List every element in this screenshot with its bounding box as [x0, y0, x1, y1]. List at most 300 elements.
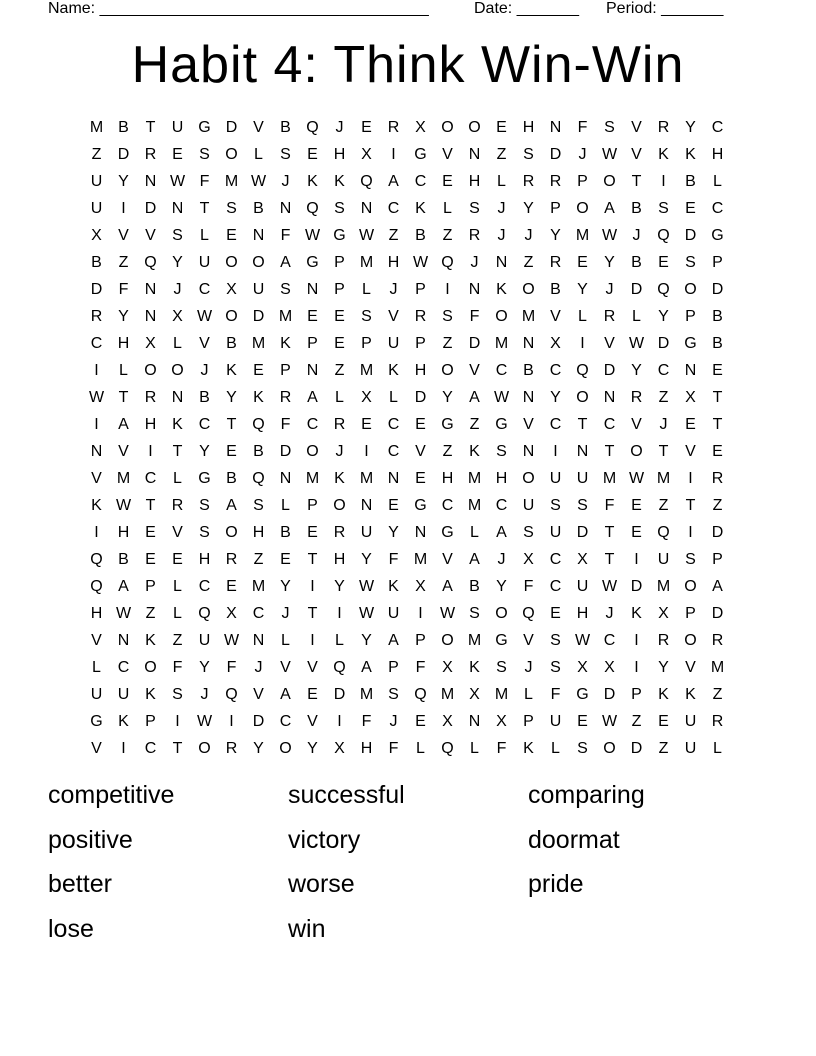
grid-letter[interactable]: O — [252, 253, 265, 271]
grid-letter[interactable]: I — [688, 523, 693, 541]
grid-letter[interactable]: R — [711, 712, 724, 730]
grid-letter[interactable]: I — [634, 631, 639, 649]
grid-letter[interactable]: F — [550, 685, 561, 703]
grid-letter[interactable]: D — [117, 145, 130, 163]
grid-letter[interactable]: X — [658, 604, 669, 622]
grid-letter[interactable]: Q — [414, 685, 427, 703]
grid-letter[interactable]: Z — [469, 415, 480, 433]
grid-letter[interactable]: H — [333, 550, 346, 568]
grid-letter[interactable]: K — [631, 604, 642, 622]
grid-letter[interactable]: V — [523, 415, 534, 433]
grid-letter[interactable]: B — [469, 577, 480, 595]
grid-letter[interactable]: S — [685, 550, 696, 568]
grid-letter[interactable]: K — [388, 361, 399, 379]
grid-letter[interactable]: M — [278, 307, 293, 325]
grid-letter[interactable]: Y — [550, 388, 561, 406]
grid-letter[interactable]: T — [172, 442, 183, 460]
grid-letter[interactable]: C — [144, 469, 157, 487]
grid-letter[interactable]: R — [414, 307, 427, 325]
grid-letter[interactable]: U — [171, 118, 184, 136]
grid-letter[interactable]: S — [523, 523, 534, 541]
grid-letter[interactable]: B — [118, 550, 129, 568]
grid-letter[interactable]: K — [145, 685, 156, 703]
grid-letter[interactable]: V — [685, 658, 696, 676]
grid-letter[interactable]: O — [279, 739, 292, 757]
grid-letter[interactable]: J — [335, 442, 344, 460]
grid-letter[interactable]: V — [415, 442, 426, 460]
grid-letter[interactable]: O — [684, 577, 697, 595]
grid-letter[interactable]: P — [145, 577, 156, 595]
grid-letter[interactable]: E — [172, 550, 183, 568]
grid-letter[interactable]: A — [280, 253, 291, 271]
grid-letter[interactable]: W — [196, 307, 213, 325]
grid-letter[interactable]: L — [254, 145, 263, 163]
grid-letter[interactable]: O — [603, 172, 616, 190]
grid-letter[interactable]: L — [92, 658, 101, 676]
grid-letter[interactable]: X — [577, 658, 588, 676]
grid-letter[interactable]: W — [628, 469, 645, 487]
grid-letter[interactable]: H — [441, 469, 454, 487]
grid-letter[interactable]: R — [549, 253, 562, 271]
grid-letter[interactable]: Q — [522, 604, 535, 622]
grid-letter[interactable]: I — [580, 334, 585, 352]
grid-letter[interactable]: O — [495, 307, 508, 325]
grid-letter[interactable]: Z — [253, 550, 264, 568]
grid-letter[interactable]: S — [442, 307, 453, 325]
grid-letter[interactable]: N — [171, 388, 184, 406]
grid-letter[interactable]: U — [684, 712, 697, 730]
grid-letter[interactable]: W — [628, 334, 645, 352]
grid-letter[interactable]: B — [226, 469, 237, 487]
grid-letter[interactable]: V — [280, 658, 291, 676]
grid-letter[interactable]: V — [388, 307, 399, 325]
grid-letter[interactable]: N — [468, 145, 481, 163]
grid-letter[interactable]: Z — [91, 145, 102, 163]
grid-letter[interactable]: G — [495, 631, 508, 649]
grid-letter[interactable]: I — [148, 442, 153, 460]
grid-letter[interactable]: I — [418, 604, 423, 622]
grid-letter[interactable]: B — [415, 226, 426, 244]
grid-letter[interactable]: G — [711, 226, 724, 244]
grid-letter[interactable]: N — [495, 253, 508, 271]
grid-letter[interactable]: C — [387, 415, 400, 433]
grid-letter[interactable]: D — [657, 334, 670, 352]
grid-letter[interactable]: Z — [658, 388, 669, 406]
grid-letter[interactable]: Y — [442, 388, 453, 406]
grid-letter[interactable]: E — [226, 226, 237, 244]
grid-letter[interactable]: Z — [172, 631, 183, 649]
grid-letter[interactable]: E — [307, 685, 318, 703]
grid-letter[interactable]: V — [172, 523, 183, 541]
grid-letter[interactable]: O — [495, 604, 508, 622]
grid-letter[interactable]: V — [91, 469, 102, 487]
grid-letter[interactable]: D — [468, 334, 481, 352]
grid-letter[interactable]: W — [574, 631, 591, 649]
grid-letter[interactable]: L — [524, 685, 533, 703]
grid-letter[interactable]: E — [415, 415, 426, 433]
grid-letter[interactable]: V — [253, 118, 264, 136]
grid-letter[interactable]: W — [115, 496, 132, 514]
grid-letter[interactable]: O — [441, 118, 454, 136]
grid-letter[interactable]: M — [359, 469, 374, 487]
grid-letter[interactable]: T — [631, 172, 642, 190]
grid-letter[interactable]: X — [442, 658, 453, 676]
grid-letter[interactable]: O — [603, 739, 616, 757]
grid-letter[interactable]: W — [601, 145, 618, 163]
grid-letter[interactable]: P — [712, 253, 723, 271]
grid-letter[interactable]: P — [334, 253, 345, 271]
grid-letter[interactable]: U — [684, 739, 697, 757]
grid-letter[interactable]: S — [361, 307, 372, 325]
grid-letter[interactable]: T — [604, 550, 615, 568]
grid-letter[interactable]: J — [470, 253, 479, 271]
grid-letter[interactable]: U — [90, 685, 103, 703]
grid-letter[interactable]: L — [632, 307, 641, 325]
grid-letter[interactable]: Z — [712, 685, 723, 703]
grid-letter[interactable]: C — [306, 415, 319, 433]
grid-letter[interactable]: L — [443, 199, 452, 217]
grid-letter[interactable]: Y — [685, 118, 696, 136]
grid-letter[interactable]: E — [361, 118, 372, 136]
grid-letter[interactable]: W — [169, 172, 186, 190]
grid-letter[interactable]: T — [226, 415, 237, 433]
grid-letter[interactable]: Z — [118, 253, 129, 271]
grid-letter[interactable]: X — [361, 145, 372, 163]
grid-letter[interactable]: C — [495, 361, 508, 379]
grid-letter[interactable]: L — [119, 361, 128, 379]
grid-letter[interactable]: P — [523, 712, 534, 730]
grid-letter[interactable]: H — [387, 253, 400, 271]
name-field[interactable]: Name: _____________________________________ — [48, 0, 429, 17]
grid-letter[interactable]: E — [577, 712, 588, 730]
grid-letter[interactable]: I — [634, 550, 639, 568]
grid-letter[interactable]: Z — [523, 253, 534, 271]
grid-letter[interactable]: O — [225, 523, 238, 541]
grid-letter[interactable]: R — [333, 415, 346, 433]
grid-letter[interactable]: C — [117, 658, 130, 676]
grid-letter[interactable]: L — [200, 226, 209, 244]
grid-letter[interactable]: S — [550, 496, 561, 514]
grid-letter[interactable]: M — [710, 658, 725, 676]
grid-letter[interactable]: D — [333, 685, 346, 703]
grid-letter[interactable]: K — [226, 361, 237, 379]
grid-letter[interactable]: N — [252, 226, 265, 244]
grid-letter[interactable]: I — [175, 712, 180, 730]
grid-letter[interactable]: G — [414, 145, 427, 163]
grid-letter[interactable]: X — [469, 685, 480, 703]
grid-letter[interactable]: S — [172, 226, 183, 244]
grid-letter[interactable]: E — [658, 712, 669, 730]
grid-letter[interactable]: G — [414, 496, 427, 514]
grid-letter[interactable]: Y — [226, 388, 237, 406]
grid-letter[interactable]: Z — [631, 712, 642, 730]
grid-letter[interactable]: H — [252, 523, 265, 541]
grid-letter[interactable]: A — [388, 631, 399, 649]
grid-letter[interactable]: R — [279, 388, 292, 406]
grid-letter[interactable]: T — [118, 388, 129, 406]
grid-letter[interactable]: Y — [199, 658, 210, 676]
grid-letter[interactable]: D — [630, 739, 643, 757]
grid-letter[interactable]: S — [469, 604, 480, 622]
grid-letter[interactable]: S — [496, 442, 507, 460]
grid-letter[interactable]: I — [553, 442, 558, 460]
grid-letter[interactable]: R — [549, 172, 562, 190]
grid-letter[interactable]: C — [603, 415, 616, 433]
grid-letter[interactable]: D — [279, 442, 292, 460]
grid-letter[interactable]: Y — [604, 253, 615, 271]
grid-letter[interactable]: E — [307, 523, 318, 541]
grid-letter[interactable]: A — [442, 577, 453, 595]
grid-letter[interactable]: C — [657, 361, 670, 379]
grid-letter[interactable]: B — [253, 199, 264, 217]
grid-letter[interactable]: E — [712, 361, 723, 379]
grid-letter[interactable]: B — [118, 118, 129, 136]
grid-letter[interactable]: A — [307, 388, 318, 406]
grid-letter[interactable]: D — [603, 685, 616, 703]
grid-letter[interactable]: Z — [658, 496, 669, 514]
grid-letter[interactable]: I — [391, 145, 396, 163]
grid-letter[interactable]: R — [711, 469, 724, 487]
grid-letter[interactable]: S — [280, 280, 291, 298]
grid-letter[interactable]: F — [199, 172, 210, 190]
grid-letter[interactable]: J — [389, 712, 398, 730]
grid-letter[interactable]: L — [173, 604, 182, 622]
grid-letter[interactable]: R — [711, 631, 724, 649]
grid-letter[interactable]: G — [576, 685, 589, 703]
grid-letter[interactable]: F — [523, 577, 534, 595]
grid-letter[interactable]: A — [361, 658, 372, 676]
grid-letter[interactable]: R — [144, 145, 157, 163]
grid-letter[interactable]: G — [333, 226, 346, 244]
grid-letter[interactable]: X — [604, 658, 615, 676]
grid-letter[interactable]: F — [469, 307, 480, 325]
grid-letter[interactable]: J — [497, 226, 506, 244]
grid-letter[interactable]: U — [576, 577, 589, 595]
grid-letter[interactable]: L — [335, 388, 344, 406]
grid-letter[interactable]: Z — [388, 226, 399, 244]
grid-letter[interactable]: D — [90, 280, 103, 298]
grid-letter[interactable]: R — [468, 226, 481, 244]
grid-letter[interactable]: K — [172, 415, 183, 433]
grid-letter[interactable]: W — [250, 172, 267, 190]
grid-letter[interactable]: K — [469, 442, 480, 460]
grid-letter[interactable]: C — [144, 739, 157, 757]
grid-letter[interactable]: E — [307, 307, 318, 325]
grid-letter[interactable]: S — [577, 739, 588, 757]
grid-letter[interactable]: N — [468, 712, 481, 730]
grid-letter[interactable]: M — [521, 307, 536, 325]
grid-letter[interactable]: T — [712, 388, 723, 406]
grid-letter[interactable]: H — [117, 523, 130, 541]
grid-letter[interactable]: M — [467, 469, 482, 487]
grid-letter[interactable]: N — [117, 631, 130, 649]
grid-letter[interactable]: X — [496, 712, 507, 730]
grid-letter[interactable]: U — [549, 523, 562, 541]
grid-letter[interactable]: N — [252, 631, 265, 649]
grid-letter[interactable]: H — [333, 145, 346, 163]
grid-letter[interactable]: W — [601, 226, 618, 244]
grid-letter[interactable]: M — [656, 469, 671, 487]
grid-letter[interactable]: M — [440, 685, 455, 703]
grid-letter[interactable]: D — [711, 523, 724, 541]
grid-letter[interactable]: M — [656, 577, 671, 595]
grid-letter[interactable]: Y — [658, 307, 669, 325]
grid-letter[interactable]: F — [388, 550, 399, 568]
grid-letter[interactable]: E — [577, 253, 588, 271]
grid-letter[interactable]: C — [603, 631, 616, 649]
grid-letter[interactable]: N — [387, 469, 400, 487]
grid-letter[interactable]: D — [549, 145, 562, 163]
grid-letter[interactable]: V — [469, 361, 480, 379]
grid-letter[interactable]: U — [252, 280, 265, 298]
grid-letter[interactable]: X — [172, 307, 183, 325]
grid-letter[interactable]: A — [469, 550, 480, 568]
grid-letter[interactable]: V — [631, 415, 642, 433]
grid-letter[interactable]: J — [200, 685, 209, 703]
grid-letter[interactable]: O — [144, 658, 157, 676]
grid-letter[interactable]: Y — [361, 550, 372, 568]
grid-letter[interactable]: Y — [253, 739, 264, 757]
grid-letter[interactable]: M — [467, 496, 482, 514]
grid-letter[interactable]: Y — [199, 442, 210, 460]
grid-letter[interactable]: K — [523, 739, 534, 757]
grid-letter[interactable]: F — [496, 739, 507, 757]
grid-letter[interactable]: F — [388, 739, 399, 757]
grid-letter[interactable]: W — [358, 577, 375, 595]
grid-letter[interactable]: P — [361, 334, 372, 352]
grid-letter[interactable]: Z — [442, 334, 453, 352]
grid-letter[interactable]: O — [306, 442, 319, 460]
grid-letter[interactable]: X — [523, 550, 534, 568]
grid-letter[interactable]: L — [470, 523, 479, 541]
grid-letter[interactable]: J — [389, 280, 398, 298]
grid-letter[interactable]: A — [118, 415, 129, 433]
grid-letter[interactable]: C — [549, 415, 562, 433]
grid-letter[interactable]: G — [198, 469, 211, 487]
grid-letter[interactable]: E — [361, 415, 372, 433]
grid-letter[interactable]: I — [94, 415, 99, 433]
grid-letter[interactable]: M — [224, 172, 239, 190]
grid-letter[interactable]: V — [91, 739, 102, 757]
grid-letter[interactable]: D — [225, 118, 238, 136]
grid-letter[interactable]: O — [684, 280, 697, 298]
grid-letter[interactable]: T — [307, 604, 318, 622]
grid-letter[interactable]: C — [549, 361, 562, 379]
grid-letter[interactable]: P — [388, 658, 399, 676]
grid-letter[interactable]: C — [387, 199, 400, 217]
grid-letter[interactable]: T — [604, 442, 615, 460]
grid-letter[interactable]: X — [361, 388, 372, 406]
grid-letter[interactable]: B — [631, 199, 642, 217]
grid-letter[interactable]: S — [172, 685, 183, 703]
grid-letter[interactable]: Y — [334, 577, 345, 595]
grid-letter[interactable]: X — [91, 226, 102, 244]
grid-letter[interactable]: I — [337, 604, 342, 622]
grid-letter[interactable]: B — [631, 253, 642, 271]
grid-letter[interactable]: N — [468, 280, 481, 298]
grid-letter[interactable]: Y — [388, 523, 399, 541]
grid-letter[interactable]: H — [144, 415, 157, 433]
grid-letter[interactable]: S — [253, 496, 264, 514]
grid-letter[interactable]: G — [495, 415, 508, 433]
grid-letter[interactable]: S — [658, 199, 669, 217]
grid-letter[interactable]: O — [171, 361, 184, 379]
grid-letter[interactable]: E — [307, 145, 318, 163]
grid-letter[interactable]: J — [659, 415, 668, 433]
grid-letter[interactable]: W — [358, 226, 375, 244]
grid-letter[interactable]: G — [684, 334, 697, 352]
grid-letter[interactable]: K — [388, 577, 399, 595]
grid-letter[interactable]: B — [280, 523, 291, 541]
grid-letter[interactable]: P — [307, 496, 318, 514]
grid-letter[interactable]: N — [279, 469, 292, 487]
grid-letter[interactable]: D — [684, 226, 697, 244]
grid-letter[interactable]: M — [575, 226, 590, 244]
grid-letter[interactable]: C — [414, 172, 427, 190]
grid-letter[interactable]: S — [334, 199, 345, 217]
grid-letter[interactable]: X — [226, 280, 237, 298]
grid-letter[interactable]: E — [631, 496, 642, 514]
grid-letter[interactable]: I — [121, 739, 126, 757]
grid-letter[interactable]: W — [304, 226, 321, 244]
grid-letter[interactable]: U — [576, 469, 589, 487]
grid-letter[interactable]: Q — [576, 361, 589, 379]
grid-letter[interactable]: Q — [657, 280, 670, 298]
grid-letter[interactable]: V — [145, 226, 156, 244]
grid-letter[interactable]: V — [199, 334, 210, 352]
grid-letter[interactable]: E — [145, 550, 156, 568]
grid-letter[interactable]: O — [576, 199, 589, 217]
grid-letter[interactable]: H — [414, 361, 427, 379]
grid-letter[interactable]: O — [225, 307, 238, 325]
grid-letter[interactable]: F — [118, 280, 129, 298]
grid-letter[interactable]: Q — [306, 118, 319, 136]
grid-letter[interactable]: B — [550, 280, 561, 298]
grid-letter[interactable]: Y — [280, 577, 291, 595]
grid-letter[interactable]: D — [252, 712, 265, 730]
grid-letter[interactable]: C — [495, 496, 508, 514]
grid-letter[interactable]: A — [496, 523, 507, 541]
grid-letter[interactable]: N — [522, 334, 535, 352]
grid-letter[interactable]: J — [578, 145, 587, 163]
grid-letter[interactable]: P — [415, 631, 426, 649]
grid-letter[interactable]: X — [550, 334, 561, 352]
grid-letter[interactable]: S — [550, 631, 561, 649]
grid-letter[interactable]: E — [145, 523, 156, 541]
grid-letter[interactable]: V — [523, 631, 534, 649]
grid-letter[interactable]: D — [711, 280, 724, 298]
grid-letter[interactable]: O — [441, 631, 454, 649]
grid-letter[interactable]: I — [310, 577, 315, 595]
grid-letter[interactable]: H — [360, 739, 373, 757]
grid-letter[interactable]: E — [712, 442, 723, 460]
grid-letter[interactable]: N — [576, 442, 589, 460]
grid-letter[interactable]: P — [685, 604, 696, 622]
grid-letter[interactable]: A — [118, 577, 129, 595]
grid-letter[interactable]: S — [199, 145, 210, 163]
grid-letter[interactable]: L — [173, 334, 182, 352]
grid-letter[interactable]: U — [117, 685, 130, 703]
grid-letter[interactable]: R — [144, 388, 157, 406]
grid-letter[interactable]: I — [229, 712, 234, 730]
grid-letter[interactable]: C — [441, 496, 454, 514]
grid-letter[interactable]: C — [711, 118, 724, 136]
grid-letter[interactable]: O — [144, 361, 157, 379]
grid-letter[interactable]: O — [468, 118, 481, 136]
grid-letter[interactable]: P — [577, 172, 588, 190]
grid-letter[interactable]: N — [522, 388, 535, 406]
grid-letter[interactable]: D — [576, 523, 589, 541]
